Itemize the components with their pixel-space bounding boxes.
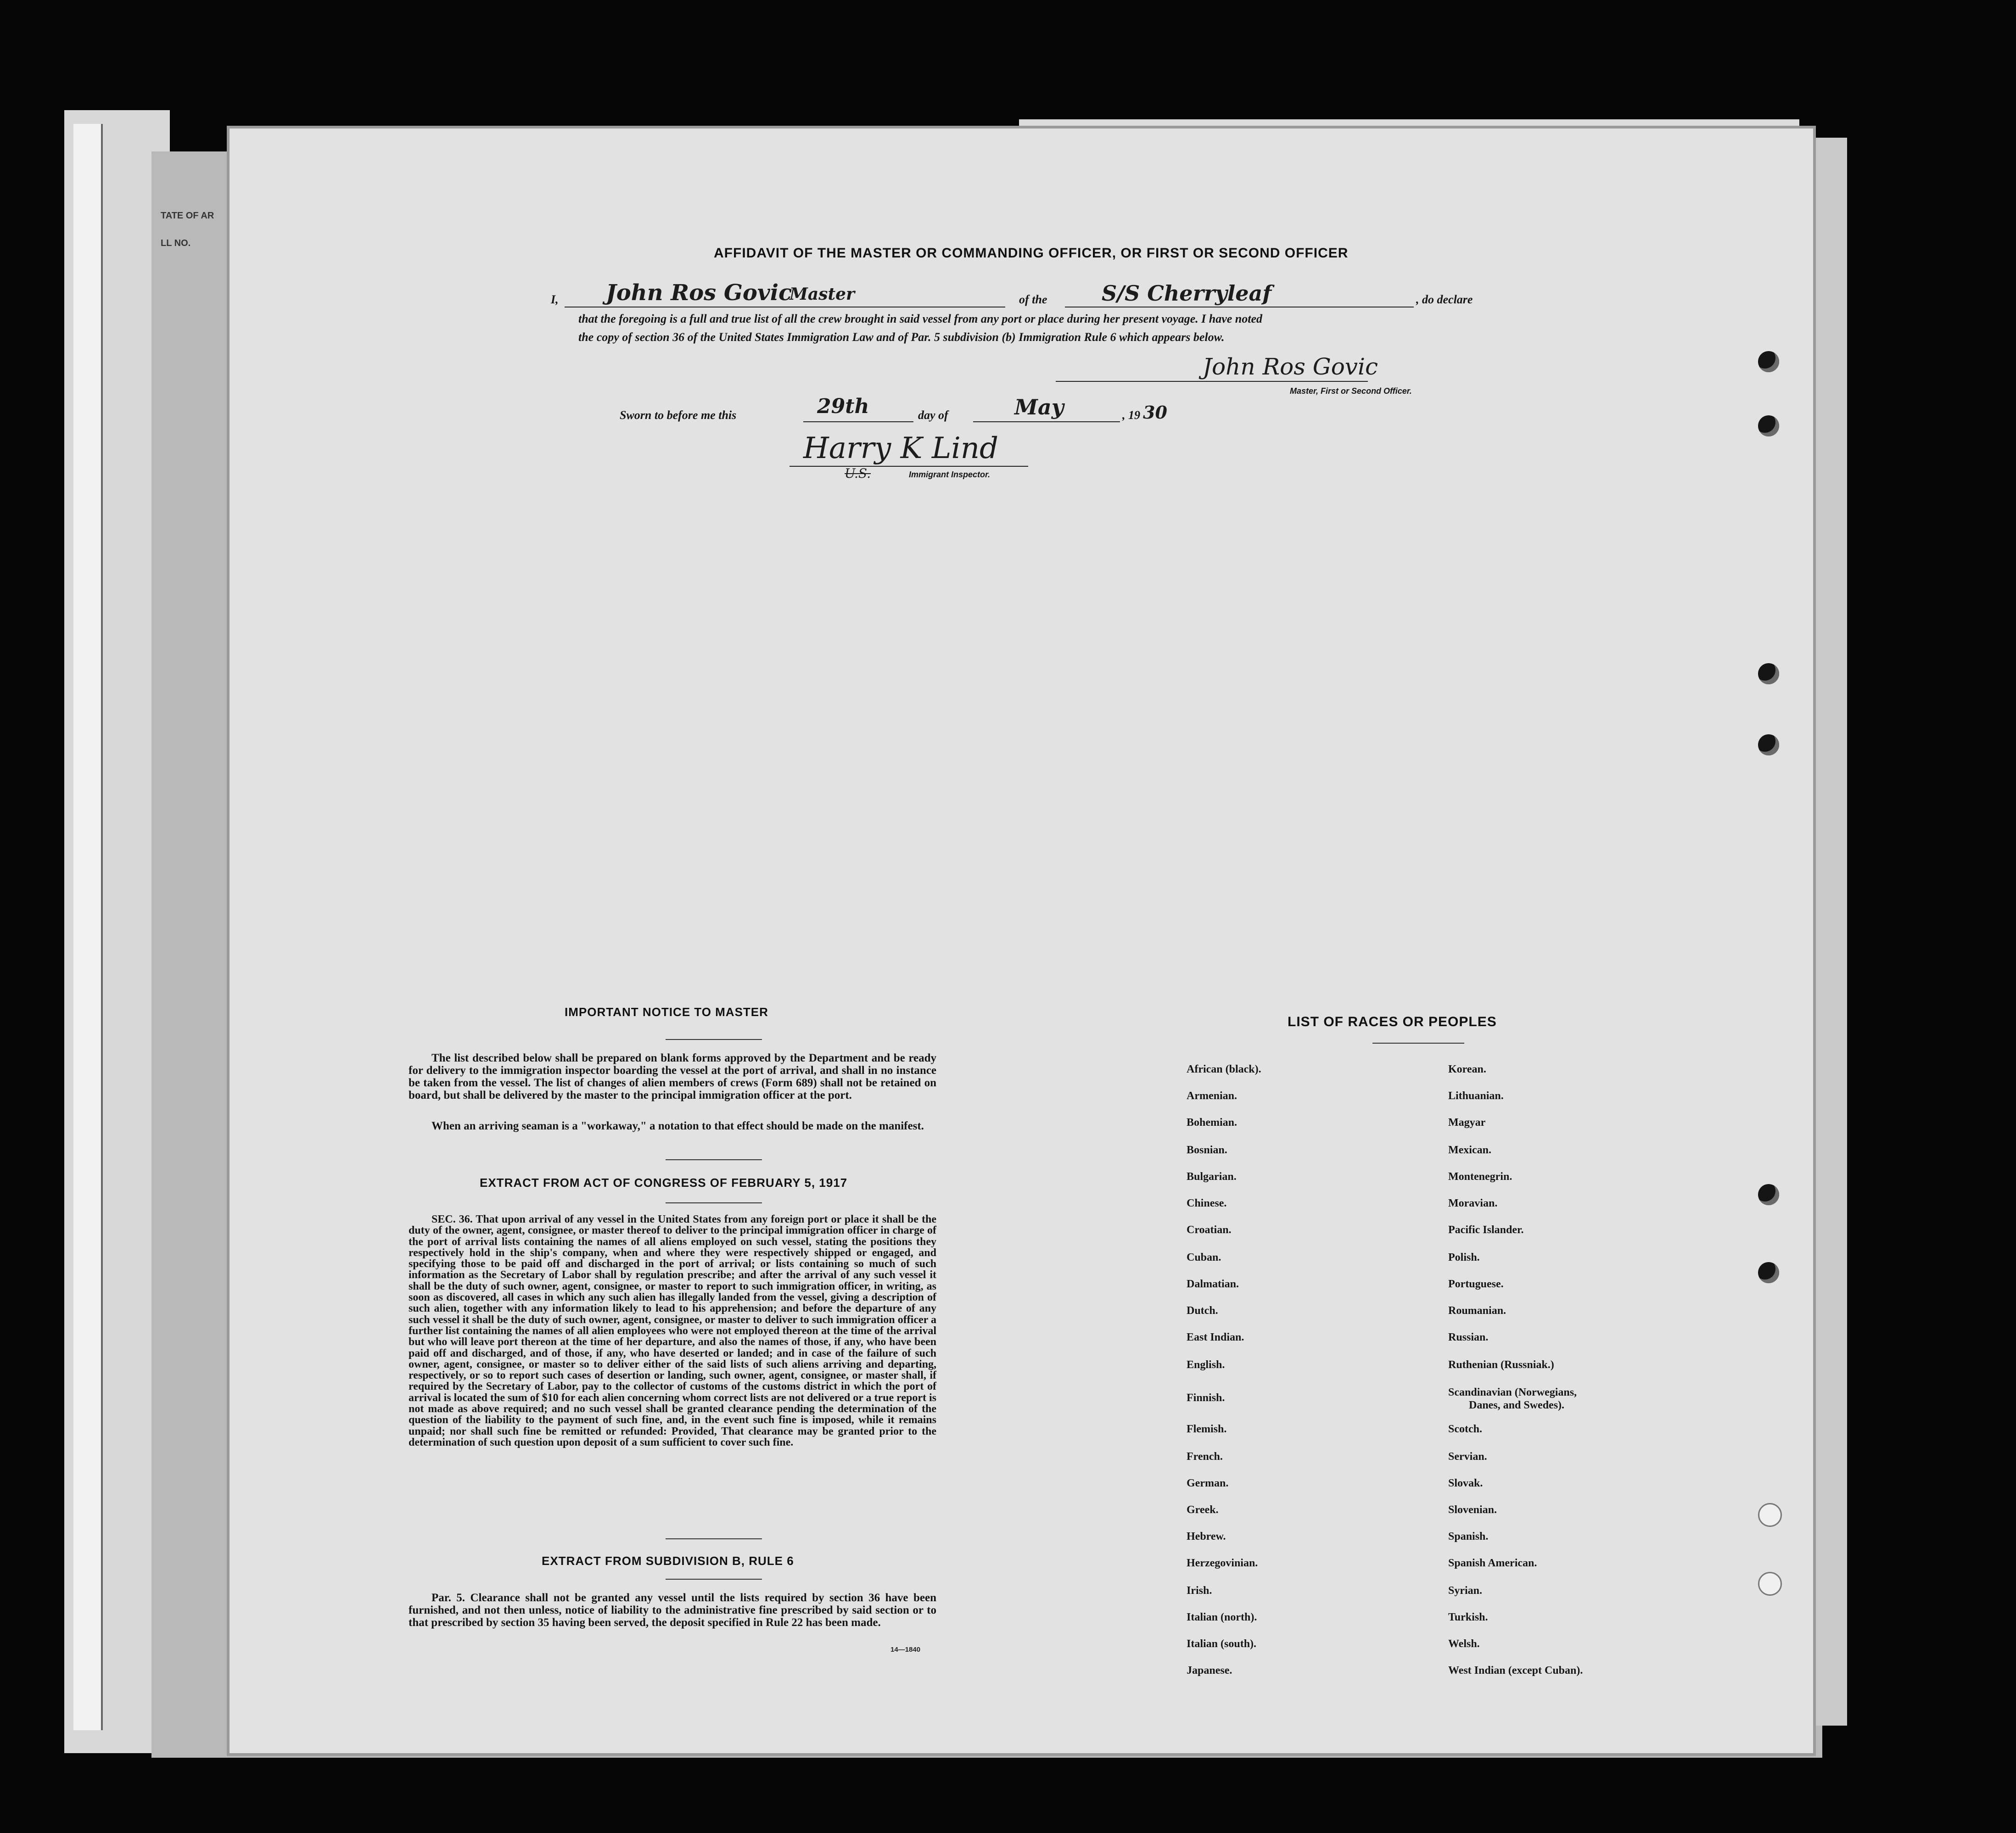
day-underline [803,421,913,422]
race-item-right: Scotch. [1448,1423,1482,1435]
race-item-left: Dalmatian. [1187,1278,1239,1290]
race-item-left: Cuban. [1187,1252,1221,1263]
act-extract-rule [666,1202,762,1203]
master-name-handwritten: John Ros Govic [606,280,792,306]
inspector-signature-line [790,466,1028,467]
race-item-right: Russian. [1448,1331,1489,1343]
race-item-left: Flemish. [1187,1423,1227,1435]
race-item-right: Spanish American. [1448,1557,1537,1569]
act-extract-text: SEC. 36. That upon arrival of any vessel in the United States from any foreign port or place it shall be the duty of the owner, agent, consignee, or master thereof to deliver to the principal immigration officer in charge of the port of arrival lists containing the names of all aliens employed on such vessel, stating the positions they respectively hold in the ship's company, when and where they were respectively shipped or engaged, and specifying those to be paid off and discharged in the port of arrival; or lists containing so much of such information as the Secretary of Labor shall by regulation prescribe; and after the arrival of any such vessel it shall be the duty of such owner, agent, consignee, or master to report to such immigration officer, in writing, as soon as discovered, all cases in which any such alien has illegally landed from the vessel, giving a description of such alien, together with any information likely to lead to his apprehension; and before the departure of any such vessel it shall be the duty of such owner, agent, consignee, or master to deliver to such immigration officer a further list containing the names of all alien employees who were not employed thereon at the time of the arrival but who will leave port thereon at the time of her departure, and also the names of those, if any, who have been paid off and discharged, and of those, if any, who have deserted or landed; and in case of the failure of such owner, agent, consignee, or master so to deliver either of the said lists of such aliens arriving and departing, respectively, or so to report such cases of desertion or landing, such owner, agent, consignee, or master shall, if required by the Secretary of Labor, pay to the collector of customs of the customs district in which the port of arrival is located the sum of $10 for each alien concerning whom correct lists are not delivered or a true report is not made as above required; and no such vessel shall be granted clearance pending the determination of the question of the liability to the payment of such fine, and, in the event such fine is imposed, while it remains unpaid; nor shall such fine be remitted or refunded: Provided, That clearance may be granted prior to the determination of such question upon deposit of a sum sufficient to cover such fine. [409,1213,936,1448]
month-handwritten: May [1014,395,1064,419]
vessel-name-handwritten: S/S Cherryleaf [1102,281,1272,306]
notice-rule [666,1039,762,1040]
race-item-right: Ruthenian (Russniak.) [1448,1359,1554,1371]
do-declare-label: , do declare [1416,293,1473,306]
race-item-left: Japanese. [1187,1665,1232,1677]
race-item-right: Spanish. [1448,1531,1489,1542]
binder-hole [1758,415,1779,436]
binder-hole [1758,734,1779,755]
race-item-left: Irish. [1187,1585,1212,1597]
binder-hole [1758,1184,1779,1205]
race-item-right: Mexican. [1448,1144,1491,1156]
race-item-left: Herzegovinian. [1187,1557,1258,1569]
race-item-left: Italian (south). [1187,1638,1257,1650]
year-handwritten: 30 [1143,402,1167,423]
race-item-left: Finnish. [1187,1392,1225,1404]
sworn-prefix: Sworn to before me this [620,408,737,422]
manifest-page [230,129,1813,1753]
rule-extract-title: EXTRACT FROM SUBDIVISION B, RULE 6 [542,1554,794,1568]
notice-paragraph-1: The list described below shall be prepared on blank forms approved by the Department and be ready for delivery to the immigration inspector boarding the vessel at the port of arrival, and shall in no instance be taken from the vessel. The list of changes of alien members of crews (Form 689) shall not be retained on board, but shall be delivered by the master to the principal immigration officer at the port. [409,1052,936,1101]
rank-handwritten: Master [790,285,855,304]
race-item-left: Bohemian. [1187,1117,1238,1129]
race-item-left: Dutch. [1187,1305,1218,1317]
race-item-right: Lithuanian. [1448,1090,1504,1102]
day-of-label: day of [918,408,948,422]
year-prefix: , 19 [1122,408,1140,422]
race-item-left: Hebrew. [1187,1531,1226,1542]
month-underline [973,421,1120,422]
race-item-left: German. [1187,1477,1229,1489]
underlying-page-fragment [161,202,214,257]
races-title: LIST OF RACES OR PEOPLES [1288,1014,1497,1029]
race-item-left: Armenian. [1187,1090,1237,1102]
sworn-line [620,395,1400,427]
affidavit-line-1 [551,280,1689,311]
underlying-fragment-2: LL NO. [161,238,191,248]
binder-left-page-shadow [73,124,103,1730]
day-handwritten: 29th [817,395,869,418]
race-item-right: Turkish. [1448,1611,1488,1623]
race-item-right: Polish. [1448,1252,1480,1263]
race-item-right: Pacific Islander. [1448,1224,1524,1236]
rule-extract-top-rule [666,1538,762,1539]
race-item-left: Italian (north). [1187,1611,1257,1623]
race-item-right-continuation: Danes, and Swedes). [1469,1399,1565,1411]
race-item-left: French. [1187,1451,1223,1463]
notice-title: IMPORTANT NOTICE TO MASTER [565,1005,768,1019]
notice-bottom-rule [666,1159,762,1160]
rule-extract-text: Par. 5. Clearance shall not be granted any vessel until the lists required by section 36 have been furnished, and not then unless, notice of liability to the administrative fine prescribed by said section or to that prescribed by section 35 having been served, the deposit specified in Rule 22 has been made. [409,1592,936,1629]
master-signature-handwritten: John Ros Govic [1203,353,1378,380]
inspector-caption: Immigrant Inspector. [909,470,991,479]
act-extract-title: EXTRACT FROM ACT OF CONGRESS OF FEBRUARY 5, 1917 [480,1176,848,1190]
binder-hole [1758,1503,1782,1527]
of-the-label: of the [1019,293,1047,306]
master-signature-line [1056,381,1368,382]
affidavit-line-2: that the foregoing is a full and true list of all the crew brought in said vessel from any port or place during her present voyage. I have noted [578,312,1263,325]
race-item-left: African (black). [1187,1063,1261,1075]
rule-extract-rule [666,1579,762,1580]
race-item-right: West Indian (except Cuban). [1448,1665,1583,1677]
race-item-right: Welsh. [1448,1638,1480,1650]
race-item-right: Portuguese. [1448,1278,1504,1290]
race-item-left: English. [1187,1359,1225,1371]
binder-hole [1758,1262,1779,1283]
inspector-signature-handwritten: Harry K Lind [803,431,998,465]
races-rule [1372,1043,1464,1044]
race-item-left: Bulgarian. [1187,1171,1237,1183]
affidavit-line-3: the copy of section 36 of the United States Immigration Law and of Par. 5 subdivision (b) Immigration Rule 6 which appears below. [578,330,1225,344]
affidavit-prefix: I, [551,293,559,306]
master-signature-caption: Master, First or Second Officer. [1290,386,1412,396]
race-item-right: Magyar [1448,1117,1486,1129]
affidavit-title: AFFIDAVIT OF THE MASTER OR COMMANDING OFFICER, OR FIRST OR SECOND OFFICER [714,246,1349,261]
race-item-left: Greek. [1187,1504,1219,1516]
race-item-right: Slovenian. [1448,1504,1497,1516]
binder-hole [1758,351,1779,372]
form-number: 14—1840 [890,1646,921,1654]
notice-paragraph-2: When an arriving seaman is a "workaway," a notation to that effect should be made on the manifest. [431,1120,924,1132]
inspector-prefix-handwritten: U.S. [845,466,871,481]
race-item-left: East Indian. [1187,1331,1244,1343]
binder-hole [1758,1572,1782,1596]
race-item-right: Moravian. [1448,1197,1498,1209]
race-item-left: Bosnian. [1187,1144,1227,1156]
race-item-left: Croatian. [1187,1224,1232,1236]
binder-hole [1758,663,1779,684]
race-item-left: Chinese. [1187,1197,1227,1209]
race-item-right: Roumanian. [1448,1305,1506,1317]
race-item-right: Montenegrin. [1448,1171,1512,1183]
race-item-right: Syrian. [1448,1585,1483,1597]
race-item-right: Slovak. [1448,1477,1483,1489]
underlying-fragment-1: TATE OF AR [161,211,214,221]
race-item-right: Korean. [1448,1063,1486,1075]
race-item-right: Servian. [1448,1451,1487,1463]
race-item-right: Scandinavian (Norwegians, [1448,1386,1577,1398]
